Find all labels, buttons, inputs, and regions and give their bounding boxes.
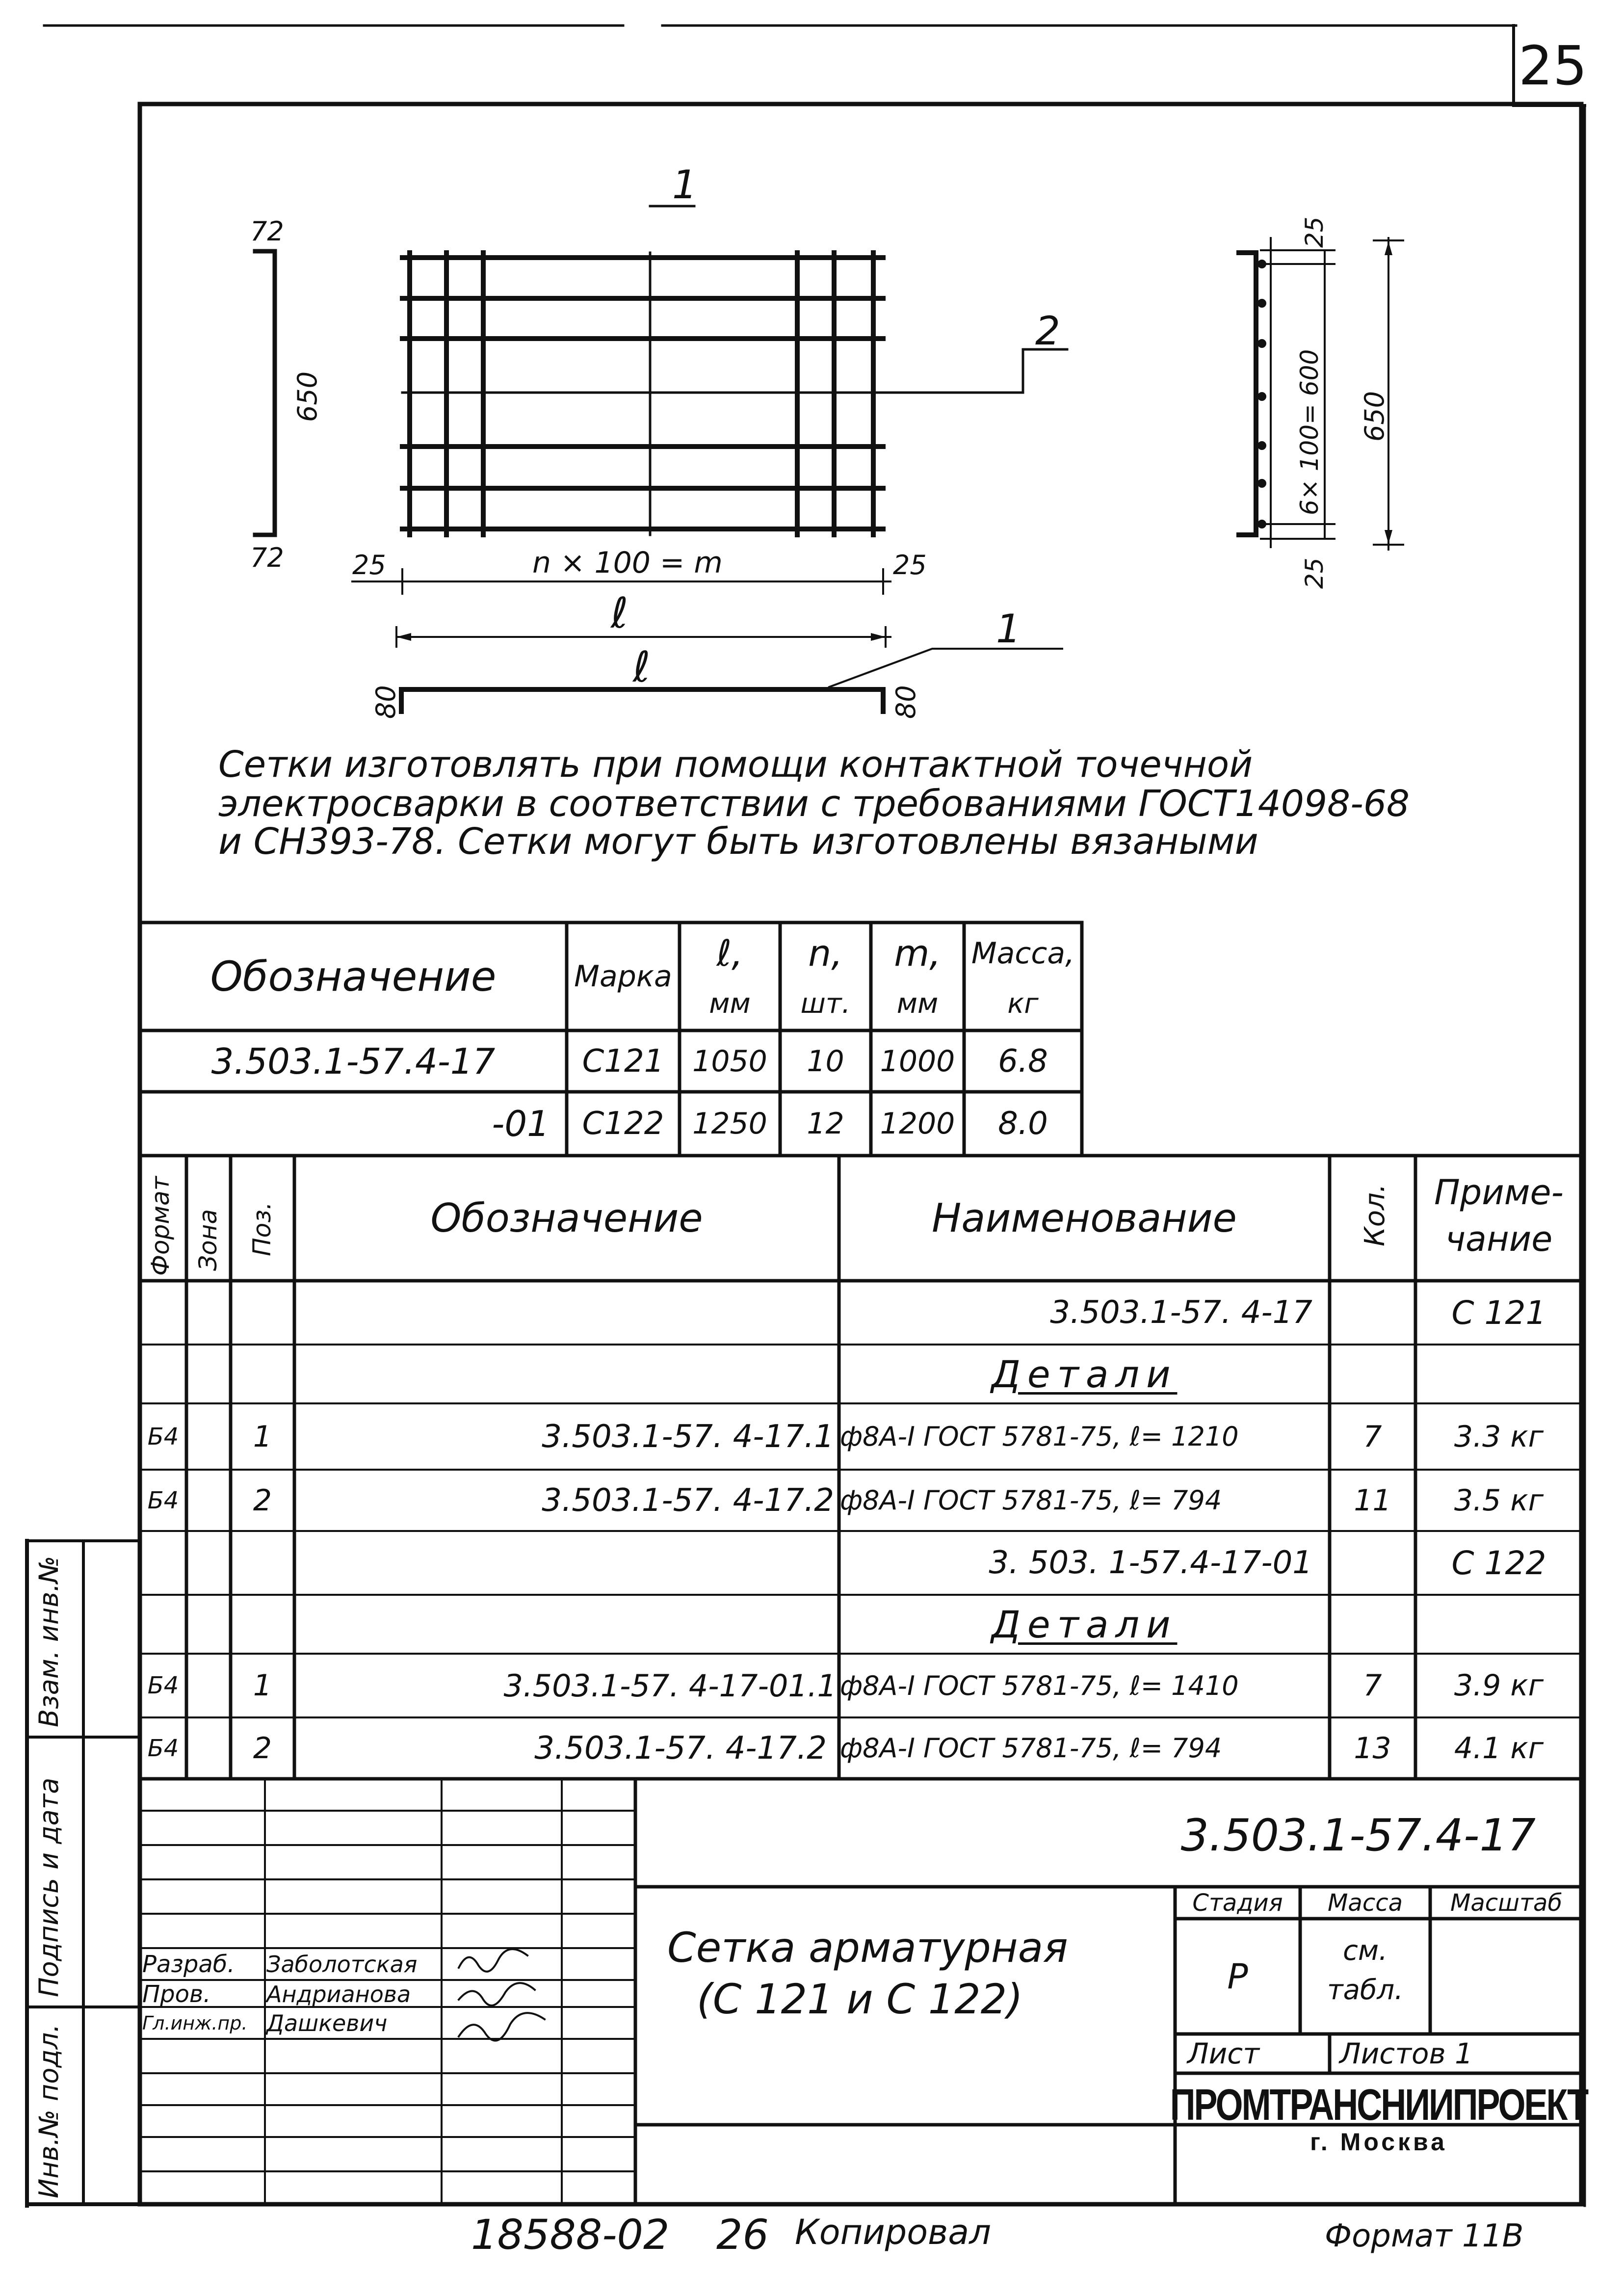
organization-city: г. Москва	[1310, 2128, 1447, 2156]
spec-row-name-section: Детали	[991, 1602, 1178, 1646]
stamp-original-inventory: Инв.№ подл.	[33, 2024, 64, 2198]
marks-header-mark: Марка	[574, 959, 672, 994]
note-line-3: и СН393-78. Сетки могут быть изготовлены вязаными	[218, 820, 1258, 863]
stamp-signature-date: Подпись и дата	[33, 1777, 64, 1997]
marks-header-l-unit: мм	[709, 987, 751, 1020]
side-dim-25-top: 25	[1300, 216, 1329, 248]
scale-label: Масштаб	[1450, 1889, 1563, 1917]
marks-header-designation: Обозначение	[210, 952, 497, 1001]
footer-format: Формат 11В	[1325, 2218, 1524, 2254]
spec-row-pos: 2	[253, 1731, 272, 1766]
spec-row-format: Б4	[147, 1423, 179, 1451]
page-number: 25	[1518, 34, 1587, 97]
side-dim-650: 650	[1359, 391, 1390, 442]
spec-row-note: 3.3 кг	[1454, 1419, 1544, 1454]
role-label: Гл.инж.пр.	[142, 2012, 248, 2034]
role-name: Заболотская	[266, 1951, 418, 1978]
mass-label: Масса	[1327, 1889, 1403, 1917]
dim-25-right: 25	[893, 550, 927, 581]
dim-spacing: n × 100 = m	[532, 546, 723, 580]
spec-row-format: Б4	[147, 1734, 179, 1762]
spec-header-pos: Поз.	[248, 1202, 276, 1256]
note-line-1: Сетки изготовлять при помощи контактной точечной	[218, 743, 1253, 786]
spec-row-name: ф8А-I ГОСТ 5781-75, ℓ= 794	[840, 1733, 1222, 1764]
marks-header-mass-unit: кг	[1007, 987, 1039, 1020]
title-line-1: Сетка арматурная	[667, 1924, 1068, 1972]
dim-72-top: 72	[250, 216, 284, 247]
spec-row-name: 3.503.1-57. 4-17	[1050, 1294, 1312, 1331]
spec-header-qty: Кол.	[1359, 1184, 1391, 1246]
footer-copied: Копировал	[795, 2212, 991, 2252]
title-line-2: (С 121 и С 122)	[697, 1975, 1023, 2023]
document-code: 3.503.1-57.4-17	[1180, 1809, 1536, 1861]
marks-header-n: n,	[808, 932, 843, 975]
marks-row-designation: 3.503.1-57.4-17	[211, 1040, 496, 1082]
spec-header-format: Формат	[146, 1176, 175, 1276]
spec-row-qty: 7	[1363, 1419, 1382, 1454]
spec-row-designation: 3.503.1-57. 4-17.2	[534, 1730, 827, 1767]
spec-row-name: ф8А-I ГОСТ 5781-75, ℓ= 794	[840, 1485, 1222, 1516]
marks-row-n: 12	[807, 1107, 844, 1141]
marks-row-mass: 6.8	[998, 1043, 1048, 1080]
dim-80-left: 80	[370, 685, 401, 719]
spec-row-pos: 1	[253, 1419, 272, 1454]
marks-row-m: 1000	[880, 1044, 955, 1079]
mass-value-1: см.	[1343, 1934, 1387, 1967]
spec-row-note: С 122	[1451, 1544, 1546, 1582]
role-name: Дашкевич	[266, 2010, 388, 2036]
stamp-replaced-inventory: Взам. инв.№	[33, 1556, 64, 1727]
bar-label-1b: 1	[996, 606, 1021, 652]
footer-number: 18588-02	[471, 2211, 670, 2259]
spec-row-designation: 3.503.1-57. 4-17-01.1	[503, 1667, 837, 1704]
spec-row-designation: 3.503.1-57. 4-17.2	[542, 1482, 834, 1519]
note-line-2: электросварки в соответствии с требованиями ГОСТ14098-68	[218, 783, 1410, 825]
spec-row-designation: 3.503.1-57. 4-17.1	[542, 1418, 834, 1455]
marks-row-mark: С122	[582, 1106, 664, 1142]
spec-row-format: Б4	[147, 1672, 179, 1699]
spec-row-name-section: Детали	[991, 1352, 1178, 1396]
marks-header-m-unit: мм	[896, 987, 939, 1020]
marks-row-m: 1200	[880, 1107, 955, 1141]
side-dim-600: 6× 100= 600	[1295, 349, 1324, 515]
spec-row-name: ф8А-I ГОСТ 5781-75, ℓ= 1410	[840, 1670, 1239, 1701]
spec-header-zone: Зона	[194, 1209, 222, 1271]
marks-row-n: 10	[807, 1044, 844, 1079]
dim-80-right: 80	[890, 685, 921, 719]
bar-label-2: 2	[1035, 308, 1060, 354]
dim-l-1: ℓ	[611, 589, 628, 638]
spec-header-note-2: чание	[1445, 1219, 1553, 1259]
spec-row-note: 3.9 кг	[1454, 1668, 1544, 1703]
dim-650-left: 650	[292, 371, 323, 422]
dim-25-left: 25	[352, 550, 386, 581]
spec-row-pos: 1	[253, 1668, 272, 1703]
marks-row-l: 1250	[692, 1107, 767, 1141]
role-name: Андрианова	[266, 1980, 411, 2007]
marks-header-m: m,	[894, 932, 941, 975]
bar-label-1: 1	[672, 162, 697, 208]
mass-value-2: табл.	[1327, 1974, 1404, 2006]
spec-header-note-1: Приме-	[1434, 1172, 1564, 1213]
organization-name: ПРОМТРАНСНИИПРОЕКТ	[1170, 2081, 1588, 2130]
side-dim-25-bottom: 25	[1300, 557, 1329, 589]
marks-row-designation: -01	[492, 1103, 550, 1144]
spec-row-note: 4.1 кг	[1454, 1731, 1544, 1766]
marks-row-mass: 8.0	[998, 1106, 1048, 1142]
sheet-label: Лист	[1187, 2037, 1259, 2070]
spec-row-qty: 13	[1354, 1731, 1391, 1766]
spec-row-name: 3. 503. 1-57.4-17-01	[989, 1545, 1312, 1581]
role-label: Разраб.	[142, 1951, 235, 1978]
spec-header-name: Наименование	[932, 1195, 1237, 1241]
spec-row-qty: 7	[1363, 1668, 1382, 1703]
marks-header-mass: Масса,	[971, 936, 1075, 971]
sheets-label: Листов 1	[1339, 2037, 1473, 2070]
spec-row-format: Б4	[147, 1486, 179, 1514]
dim-l-2: ℓ	[633, 643, 651, 692]
stage-label: Стадия	[1192, 1889, 1283, 1917]
spec-row-pos: 2	[253, 1483, 272, 1518]
spec-row-note: 3.5 кг	[1454, 1483, 1544, 1518]
spec-row-qty: 11	[1354, 1483, 1391, 1518]
marks-row-mark: С121	[582, 1043, 664, 1080]
dim-72-bottom: 72	[250, 542, 284, 573]
marks-row-l: 1050	[692, 1044, 767, 1079]
stage-value: Р	[1227, 1956, 1248, 1997]
spec-row-note: С 121	[1451, 1293, 1546, 1332]
spec-row-name: ф8А-I ГОСТ 5781-75, ℓ= 1210	[840, 1421, 1239, 1452]
marks-header-n-unit: шт.	[800, 987, 851, 1020]
footer-page-code: 26	[716, 2211, 769, 2259]
marks-header-l: ℓ,	[716, 932, 743, 975]
spec-header-designation: Обозначение	[430, 1195, 703, 1241]
role-label: Пров.	[142, 1980, 211, 2008]
